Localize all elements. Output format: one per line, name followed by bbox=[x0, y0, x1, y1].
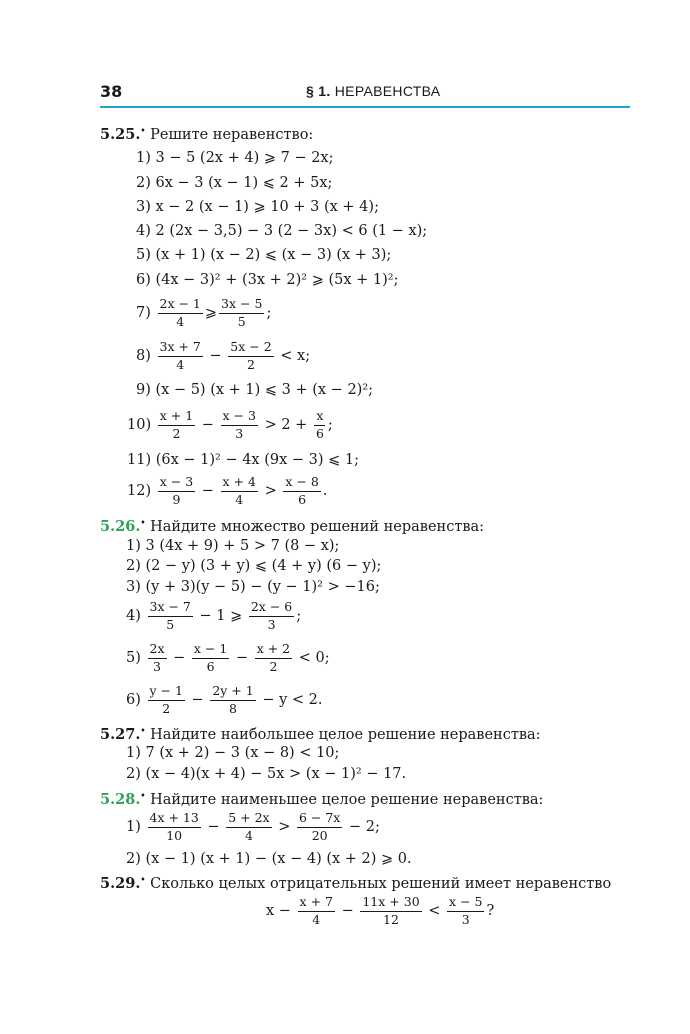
problem-5-25-item: 6) (4x − 3)² + (3x + 2)² ⩾ (5x + 1)²; bbox=[136, 272, 399, 288]
fraction: $\frac{5x - 2}{2}$ bbox=[230, 339, 272, 372]
section-name: НЕРАВЕНСТВА bbox=[334, 83, 441, 99]
problem-5-28-heading: 5.28.• Найдите наименьшее целое решение неравенства: bbox=[100, 790, 544, 808]
problem-5-26-item: 6) $\frac{y - 1}{2}$ − $\frac{2y + 1}{8}$ − y < 2. bbox=[126, 683, 323, 716]
problem-5-25-item: 5) (x + 1) (x − 2) ⩽ (x − 3) (x + 3); bbox=[136, 247, 392, 263]
fraction: $\frac{2x}{3}$ bbox=[149, 641, 165, 674]
fraction: $\frac{2y + 1}{8}$ bbox=[212, 683, 254, 716]
page-number: 38 bbox=[100, 82, 123, 101]
problem-5-25-item: 3) x − 2 (x − 1) ⩾ 10 + 3 (x + 4); bbox=[136, 199, 379, 215]
page-header bbox=[100, 80, 630, 108]
problem-5-26-item: 2) (2 − y) (3 + y) ⩽ (4 + y) (6 − y); bbox=[126, 558, 382, 574]
problem-5-29-inequality: x − $\frac{x + 7}{4}$ − $\frac{11x + 30}{12}$ < $\frac{x - 5}{3}$ ? bbox=[266, 894, 495, 927]
fraction: $\frac{5 + 2x}{4}$ bbox=[228, 810, 270, 843]
problem-5-25-item: 10) $\frac{x + 1}{2}$ − $\frac{x - 3}{3}$ > 2 + $\frac{x}{6}$ ; bbox=[127, 408, 333, 441]
section-sign: § 1. bbox=[306, 83, 331, 99]
fraction: $\frac{4x + 13}{10}$ bbox=[149, 810, 199, 843]
problem-5-26-heading: 5.26.• Найдите множество решений неравенства: bbox=[100, 517, 485, 535]
fraction: $\frac{x + 2}{2}$ bbox=[256, 641, 291, 674]
problem-5-25-item: 2) 6x − 3 (x − 1) ⩽ 2 + 5x; bbox=[136, 175, 333, 191]
fraction: $\frac{3x + 7}{4}$ bbox=[159, 339, 201, 372]
problem-5-25-item: 8) $\frac{3x + 7}{4}$ − $\frac{5x - 2}{2}$ < x; bbox=[136, 339, 311, 372]
problem-5-29-heading: 5.29.• Сколько целых отрицательных решений имеет неравенство bbox=[100, 874, 612, 892]
problem-5-28-item: 2) (x − 1) (x + 1) − (x − 4) (x + 2) ⩾ 0. bbox=[126, 851, 412, 867]
problem-5-25-item: 4) 2 (2x − 3,5) − 3 (2 − 3x) < 6 (1 − x); bbox=[136, 223, 428, 239]
problem-5-26-item: 3) (y + 3)(y − 5) − (y − 1)² > −16; bbox=[126, 579, 380, 595]
fraction: $\frac{x + 4}{4}$ bbox=[222, 474, 256, 507]
fraction: $\frac{3x - 5}{5}$ bbox=[221, 296, 263, 329]
problem-5-27-heading: 5.27.• Найдите наибольшее целое решение неравенства: bbox=[100, 725, 541, 743]
problem-5-25-item: 11) (6x − 1)² − 4x (9x − 3) ⩽ 1; bbox=[127, 452, 360, 468]
fraction: $\frac{x - 3}{3}$ bbox=[222, 408, 256, 441]
fraction: $\frac{2x - 1}{4}$ bbox=[159, 296, 201, 329]
problem-5-26-item: 5) $\frac{2x}{3}$ − $\frac{x - 1}{6}$ − $\frac{x + 2}{2}$ < 0; bbox=[126, 641, 330, 674]
fraction: $\frac{x}{6}$ bbox=[315, 408, 324, 441]
fraction: $\frac{x - 8}{6}$ bbox=[285, 474, 319, 507]
section-title bbox=[306, 83, 440, 99]
fraction: $\frac{6 - 7x}{20}$ bbox=[298, 810, 341, 843]
fraction: $\frac{3x - 7}{5}$ bbox=[149, 599, 191, 632]
fraction: $\frac{y - 1}{2}$ bbox=[149, 683, 183, 716]
header-rule bbox=[100, 106, 630, 108]
problem-5-26-item: 4) $\frac{3x - 7}{5}$ − 1 ⩾ $\frac{2x - 6}{3}$ ; bbox=[126, 599, 302, 632]
fraction: $\frac{11x + 30}{12}$ bbox=[362, 894, 420, 927]
fraction: $\frac{x + 7}{4}$ bbox=[299, 894, 333, 927]
problem-5-25-item: 1) 3 − 5 (2x + 4) ⩾ 7 − 2x; bbox=[136, 150, 334, 166]
fraction: $\frac{x - 5}{3}$ bbox=[449, 894, 483, 927]
problem-5-28-item: 1) $\frac{4x + 13}{10}$ − $\frac{5 + 2x}{4}$ > $\frac{6 - 7x}{20}$ − 2; bbox=[126, 810, 380, 843]
problem-5-25-item: 7) $\frac{2x - 1}{4}$ ⩾ $\frac{3x - 5}{5}$ ; bbox=[136, 296, 272, 329]
fraction: $\frac{x + 1}{2}$ bbox=[159, 408, 194, 441]
problem-5-26-item: 1) 3 (4x + 9) + 5 > 7 (8 − x); bbox=[126, 538, 340, 554]
fraction: $\frac{2x - 6}{3}$ bbox=[250, 599, 293, 632]
problem-5-27-item: 2) (x − 4)(x + 4) − 5x > (x − 1)² − 17. bbox=[126, 766, 407, 782]
problem-5-27-item: 1) 7 (x + 2) − 3 (x − 8) < 10; bbox=[126, 745, 340, 761]
problem-5-25-heading: 5.25.• Решите неравенство: bbox=[100, 125, 314, 143]
problem-5-25-item: 9) (x − 5) (x + 1) ⩽ 3 + (x − 2)²; bbox=[136, 382, 374, 398]
fraction: $\frac{x - 3}{9}$ bbox=[159, 474, 194, 507]
fraction: $\frac{x - 1}{6}$ bbox=[193, 641, 228, 674]
problem-5-25-item: 12) $\frac{x - 3}{9}$ − $\frac{x + 4}{4}$ > $\frac{x - 8}{6}$ . bbox=[127, 474, 328, 507]
